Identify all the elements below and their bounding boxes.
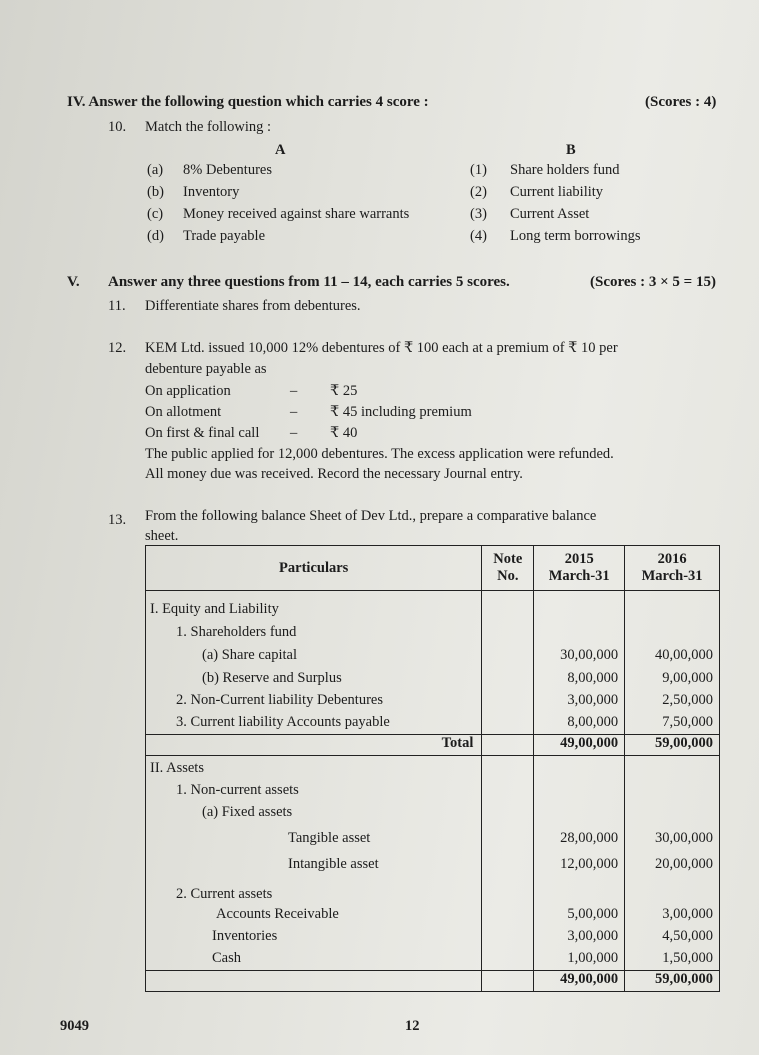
schedule-dash: –	[290, 383, 298, 399]
match-right-text: Current liability	[510, 184, 604, 200]
match-column-a: A	[275, 142, 286, 158]
section-4-scores: (Scores : 4)	[645, 94, 717, 110]
row-shareholders: 1. Shareholders fund	[146, 624, 482, 647]
schedule-value: ₹ 25	[330, 383, 358, 399]
reserve-2016: 9,00,000	[625, 670, 720, 692]
share-capital-2016: 40,00,000	[625, 647, 720, 670]
match-right-label: (3)	[470, 206, 487, 222]
row-intangible: Intangible asset	[146, 854, 482, 886]
table-row	[146, 756, 720, 783]
match-right-text: Current Asset	[510, 206, 590, 222]
inventories-2015: 3,00,000	[534, 928, 625, 950]
reserve-2015: 8,00,000	[534, 670, 625, 692]
table-row	[146, 906, 720, 928]
row-inventories: Inventories	[146, 928, 482, 950]
row-fixed-assets: (a) Fixed assets	[146, 804, 482, 826]
intangible-2015: 12,00,000	[534, 854, 625, 886]
match-right-text: Share holders fund	[510, 162, 620, 178]
share-capital-2015: 30,00,000	[534, 647, 625, 670]
header-2016-year: 2016	[657, 551, 687, 567]
current-liability-2016: 7,50,000	[625, 714, 720, 735]
total-row	[146, 735, 720, 756]
row-tangible: Tangible asset	[146, 826, 482, 854]
table-row	[146, 854, 720, 886]
table-row	[146, 670, 720, 692]
row-receivable: Accounts Receivable	[146, 906, 482, 928]
match-left-text: Inventory	[183, 184, 240, 200]
receivable-2015: 5,00,000	[534, 906, 625, 928]
match-left-label: (c)	[147, 206, 164, 222]
row-reserve: (b) Reserve and Surplus	[146, 670, 482, 692]
match-left-label: (b)	[147, 184, 164, 200]
table-row	[146, 826, 720, 854]
q10-number: 10.	[108, 119, 127, 135]
header-2016-date: March-31	[641, 568, 703, 584]
schedule-label: On allotment	[145, 404, 222, 420]
row-cash: Cash	[146, 950, 482, 971]
section-4-heading: IV. Answer the following question which carries 4 score :	[67, 94, 429, 110]
intangible-2016: 20,00,000	[625, 854, 720, 886]
match-right-label: (4)	[470, 228, 487, 244]
cash-2016: 1,50,000	[625, 950, 720, 971]
q12-line4: All money due was received. Record the necessary Journal entry.	[145, 466, 523, 482]
tangible-2015: 28,00,000	[534, 826, 625, 854]
q13-number: 13.	[108, 512, 127, 528]
header-particulars: Particulars	[146, 546, 482, 591]
header-note-line1: Note	[493, 551, 523, 567]
total-row	[146, 971, 720, 992]
balance-sheet-table	[145, 545, 720, 992]
section-5-roman: V.	[67, 274, 80, 290]
header-2015-date: March-31	[548, 568, 610, 584]
section-5-scores: (Scores : 3 × 5 = 15)	[590, 274, 716, 290]
table-row	[146, 692, 720, 714]
equity-total-2016: 59,00,000	[625, 735, 720, 756]
row-current-assets: 2. Current assets	[146, 886, 482, 906]
q12-number: 12.	[108, 340, 127, 356]
match-left-label: (a)	[147, 162, 164, 178]
match-left-text: Money received against share warrants	[183, 206, 410, 222]
assets-total-2016: 59,00,000	[625, 971, 720, 992]
q11-number: 11.	[108, 298, 126, 314]
match-left-text: 8% Debentures	[183, 162, 272, 178]
header-2015-year: 2015	[564, 551, 594, 567]
match-right-text: Long term borrowings	[510, 228, 641, 244]
q12-line2: debenture payable as	[145, 361, 267, 377]
inventories-2016: 4,50,000	[625, 928, 720, 950]
q13-line1: From the following balance Sheet of Dev Ltd., prepare a comparative balance	[145, 508, 597, 524]
header-note-line2: No.	[497, 568, 519, 584]
row-noncurrent-liability: 2. Non-Current liability Debentures	[146, 692, 482, 714]
total-label: Total	[146, 735, 482, 756]
row-noncurrent-assets: 1. Non-current assets	[146, 782, 482, 804]
row-current-liability: 3. Current liability Accounts payable	[146, 714, 482, 735]
page-number: 12	[405, 1018, 420, 1034]
table-row	[146, 782, 720, 804]
tangible-2016: 30,00,000	[625, 826, 720, 854]
match-right-label: (2)	[470, 184, 487, 200]
row-equity-title: I. Equity and Liability	[146, 591, 482, 625]
table-row	[146, 714, 720, 735]
table-row	[146, 950, 720, 971]
header-2016	[625, 546, 720, 591]
table-header-row	[146, 546, 720, 591]
noncurrent-liability-2016: 2,50,000	[625, 692, 720, 714]
schedule-dash: –	[290, 425, 298, 441]
q11-text: Differentiate shares from debentures.	[145, 298, 361, 314]
match-right-label: (1)	[470, 162, 487, 178]
table-row	[146, 804, 720, 826]
table-row	[146, 928, 720, 950]
table-row	[146, 591, 720, 625]
header-note	[482, 546, 534, 591]
q10-prompt: Match the following :	[145, 119, 272, 135]
row-share-capital: (a) Share capital	[146, 647, 482, 670]
match-left-label: (d)	[147, 228, 164, 244]
table-row	[146, 624, 720, 647]
schedule-label: On first & final call	[145, 425, 260, 441]
match-left-text: Trade payable	[183, 228, 266, 244]
equity-total-2015: 49,00,000	[534, 735, 625, 756]
schedule-dash: –	[290, 404, 298, 420]
match-column-b: B	[566, 142, 576, 158]
q12-line1: KEM Ltd. issued 10,000 12% debentures of ₹ 100 each at a premium of ₹ 10 per	[145, 340, 618, 356]
schedule-label: On application	[145, 383, 231, 399]
assets-total-2015: 49,00,000	[534, 971, 625, 992]
q13-line2: sheet.	[145, 528, 179, 544]
row-assets-title: II. Assets	[146, 756, 482, 783]
footer-code: 9049	[60, 1018, 89, 1034]
q12-line3: The public applied for 12,000 debentures. The excess application were refunded.	[145, 446, 614, 462]
table-row	[146, 886, 720, 906]
current-liability-2015: 8,00,000	[534, 714, 625, 735]
schedule-value: ₹ 40	[330, 425, 358, 441]
header-2015	[534, 546, 625, 591]
table-row	[146, 647, 720, 670]
schedule-value: ₹ 45 including premium	[330, 404, 472, 420]
cash-2015: 1,00,000	[534, 950, 625, 971]
noncurrent-liability-2015: 3,00,000	[534, 692, 625, 714]
section-5-heading: Answer any three questions from 11 – 14, each carries 5 scores.	[108, 274, 510, 290]
receivable-2016: 3,00,000	[625, 906, 720, 928]
